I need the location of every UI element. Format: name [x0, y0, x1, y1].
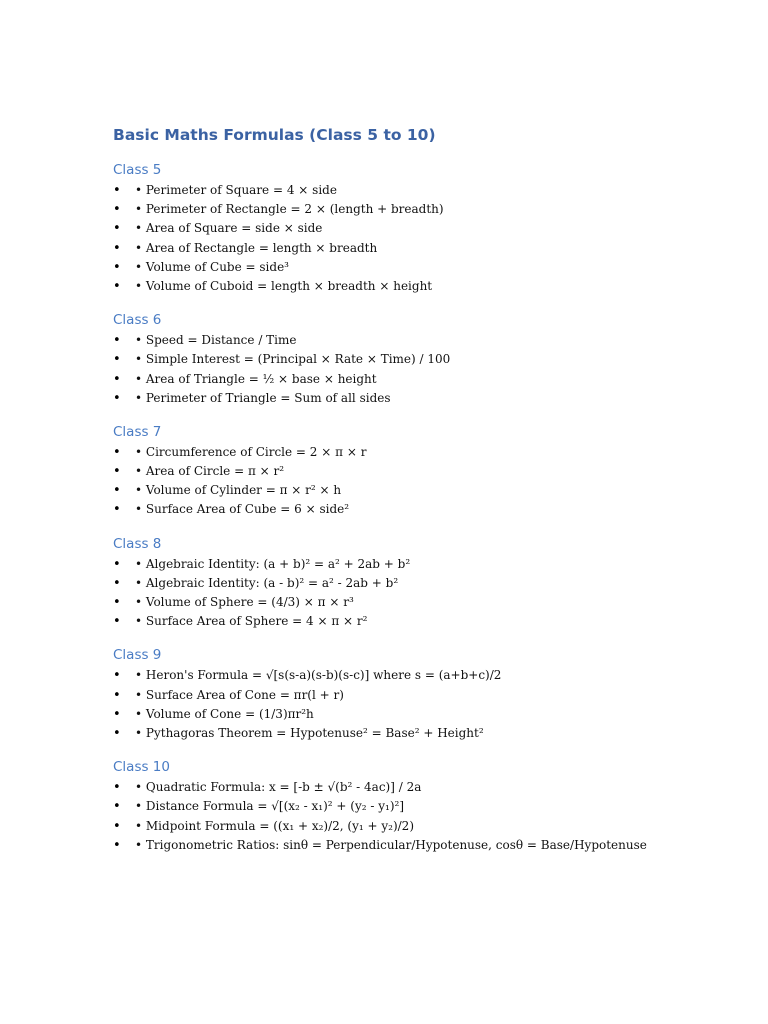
formula-section [113, 644, 733, 743]
bullet-icon: • [113, 614, 121, 630]
formula-text: • Surface Area of Cube = 6 × side² [135, 502, 350, 517]
formula-text: • Area of Square = side × side [135, 221, 323, 236]
bullet-icon: • [113, 259, 121, 275]
bullet-icon: • [113, 483, 121, 499]
list-item [113, 705, 733, 724]
formula-section [113, 533, 733, 632]
list-item [113, 724, 733, 743]
formula-section [113, 756, 733, 855]
formula-list [113, 181, 733, 296]
formula-list [113, 443, 733, 520]
list-item [113, 462, 733, 481]
list-item [113, 555, 733, 574]
bullet-icon: • [113, 444, 121, 460]
formula-text: • Pythagoras Theorem = Hypotenuse² = Base² + Height² [135, 725, 484, 740]
formula-text: • Volume of Cylinder = π × r² × h [135, 483, 342, 498]
bullet-icon: • [113, 371, 121, 387]
formula-section [113, 421, 733, 520]
formula-text: • Speed = Distance / Time [135, 333, 297, 348]
bullet-icon: • [113, 183, 121, 198]
list-item [113, 797, 733, 816]
section-heading: Class 8 [113, 535, 162, 552]
formula-section [113, 309, 733, 408]
list-item [113, 200, 733, 219]
list-item [113, 666, 733, 685]
list-item [113, 612, 733, 631]
bullet-icon: • [113, 502, 121, 518]
formula-text: • Trigonometric Ratios: sinθ = Perpendicular/Hypotenuse, cosθ = Base/Hypotenuse [135, 837, 647, 852]
formula-list [113, 778, 733, 855]
bullet-icon: • [113, 202, 121, 218]
list-item [113, 350, 733, 369]
bullet-icon: • [113, 464, 121, 480]
formula-text: • Distance Formula = √[(x₂ - x₁)² + (y₂ - y₁)²] [135, 799, 405, 814]
bullet-icon: • [113, 333, 121, 349]
formula-text: • Algebraic Identity: (a - b)² = a² - 2ab + b² [135, 575, 399, 590]
list-item [113, 593, 733, 612]
section-heading: Class 9 [113, 647, 162, 664]
list-item [113, 277, 733, 296]
formula-list [113, 555, 733, 632]
list-item [113, 836, 733, 855]
section-heading: Class 7 [113, 423, 162, 440]
list-item [113, 181, 733, 200]
list-item [113, 239, 733, 258]
list-item [113, 331, 733, 350]
bullet-icon: • [113, 575, 121, 591]
list-item [113, 370, 733, 389]
list-item [113, 219, 733, 238]
formula-text: • Volume of Cube = side³ [135, 259, 289, 274]
formula-text: • Algebraic Identity: (a + b)² = a² + 2ab + b² [135, 556, 411, 571]
bullet-icon: • [113, 278, 121, 294]
formula-text: • Heron's Formula = √[s(s-a)(s-b)(s-c)] where s = (a+b+c)/2 [135, 668, 502, 683]
list-item [113, 481, 733, 500]
bullet-icon: • [113, 818, 121, 834]
bullet-icon: • [113, 837, 121, 853]
bullet-icon: • [113, 725, 121, 741]
section-heading: Class 5 [113, 162, 162, 178]
formula-text: • Perimeter of Square = 4 × side [135, 183, 337, 197]
document-title: Basic Maths Formulas (Class 5 to 10) [113, 126, 436, 144]
formula-text: • Perimeter of Triangle = Sum of all sides [135, 390, 391, 405]
formula-text: • Area of Rectangle = length × breadth [135, 240, 378, 255]
bullet-icon: • [113, 668, 121, 684]
bullet-icon: • [113, 687, 121, 703]
formula-text: • Circumference of Circle = 2 × π × r [135, 444, 367, 459]
formula-list [113, 666, 733, 743]
list-item [113, 389, 733, 408]
document-body [113, 124, 733, 868]
formula-text: • Midpoint Formula = ((x₁ + x₂)/2, (y₁ + y₂)/2) [135, 818, 414, 833]
list-item [113, 258, 733, 277]
list-item [113, 686, 733, 705]
formula-text: • Surface Area of Cone = πr(l + r) [135, 687, 344, 702]
sections-container [113, 159, 733, 855]
list-item [113, 500, 733, 519]
bullet-icon: • [113, 595, 121, 610]
formula-text: • Area of Circle = π × r² [135, 464, 285, 479]
formula-text: • Area of Triangle = ½ × base × height [135, 371, 377, 386]
formula-text: • Quadratic Formula: x = [-b ± √(b² - 4ac)] / 2a [135, 780, 422, 795]
bullet-icon: • [113, 706, 121, 722]
bullet-icon: • [113, 221, 121, 237]
formula-list [113, 331, 733, 408]
bullet-icon: • [113, 352, 121, 368]
bullet-icon: • [113, 390, 121, 406]
bullet-icon: • [113, 780, 121, 796]
list-item [113, 778, 733, 797]
bullet-icon: • [113, 799, 121, 815]
formula-text: • Surface Area of Sphere = 4 × π × r² [135, 614, 368, 629]
formula-text: • Perimeter of Rectangle = 2 × (length + breadth) [135, 202, 444, 217]
list-item [113, 817, 733, 836]
formula-text: • Volume of Cone = (1/3)πr²h [135, 706, 314, 721]
formula-text: • Volume of Cuboid = length × breadth × height [135, 278, 433, 293]
formula-text: • Volume of Sphere = (4/3) × π × r³ [135, 595, 354, 609]
section-heading: Class 10 [113, 759, 170, 776]
list-item [113, 443, 733, 462]
bullet-icon: • [113, 240, 121, 256]
formula-text: • Simple Interest = (Principal × Rate × Time) / 100 [135, 352, 451, 367]
bullet-icon: • [113, 556, 121, 572]
section-heading: Class 6 [113, 312, 162, 329]
list-item [113, 574, 733, 593]
formula-section [113, 159, 733, 296]
